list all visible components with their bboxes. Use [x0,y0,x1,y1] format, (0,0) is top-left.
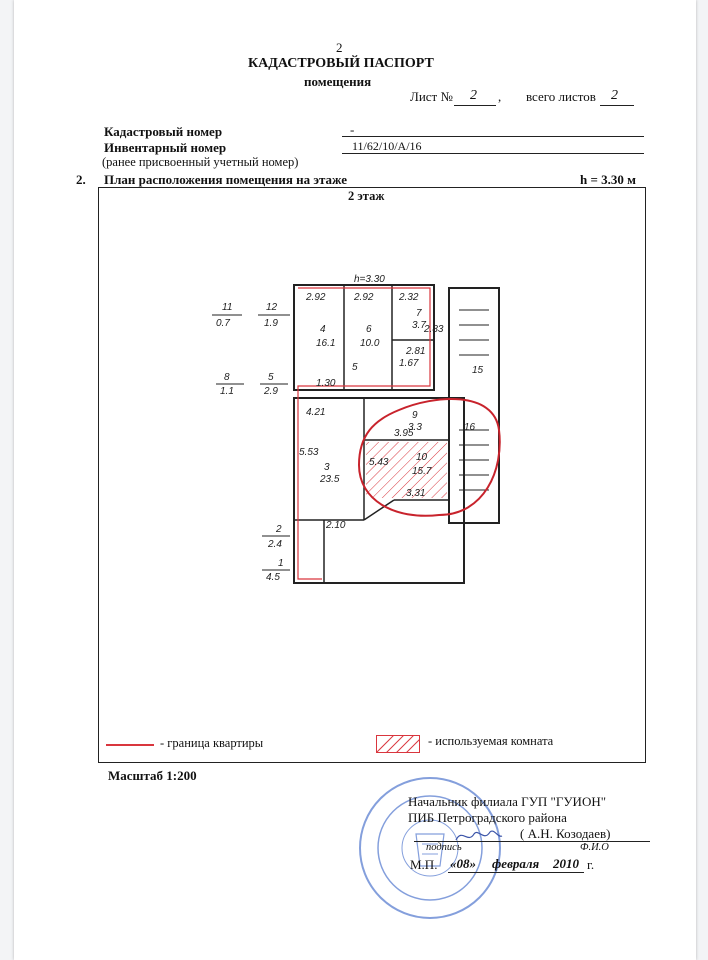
room-8-number: 8 [224,372,230,383]
cadastral-label: Кадастровый номер [104,124,223,139]
room-2-area: 2.4 [268,539,282,550]
mp-label: М.П. [410,857,438,872]
room-10-number: 10 [416,452,428,463]
dim-1: 2.92 [306,292,326,303]
floor-plan [194,270,514,600]
room-12-number: 12 [266,302,278,313]
dim-2: 2.92 [354,292,374,303]
ceiling-height: h = 3.30 м [580,172,636,187]
dim-11: 1.67 [399,358,419,369]
dim-9: 2.83 [424,324,444,335]
date-day: «08» [450,856,476,871]
section-title: План расположения помещения на этаже [104,172,348,187]
dim-8: 2.10 [326,520,346,531]
room-12-area: 1.9 [264,318,278,329]
dim-7: 5.43 [369,457,389,468]
dim-4: 4.21 [306,407,326,418]
dim-12: 1.30 [316,378,336,389]
total-sheets-number: 2 [611,88,618,103]
room-5-number: 5 [268,372,274,383]
sheet-number-underline [454,105,496,106]
room-1-area: 4.5 [266,572,280,583]
room-1-number: 1 [278,558,284,569]
date-month: февраля [492,856,540,871]
room-3-number: 3 [324,462,330,473]
document-title: КАДАСТРОВЫЙ ПАСПОРТ [248,56,434,71]
date-underline [448,872,584,873]
cadastral-value: - [350,122,355,137]
cadastral-underline [342,136,644,137]
room-15-label: 15 [472,365,484,376]
room-4-number: 4 [320,324,326,335]
room-11-area: 0.7 [216,318,230,329]
dim-top: h=3.30 [354,274,385,285]
dim-5: 3.95 [394,428,414,439]
room-6-area: 10.0 [360,338,380,349]
floor-label: 2 этаж [348,189,385,203]
room-4-area: 16.1 [316,338,336,349]
date-year: 2010 [553,856,579,871]
sheet-label: Лист № [410,89,453,104]
stairwell-walls [449,288,499,523]
dim-10: 2.81 [406,346,426,357]
room-7-area: 3.7 [412,320,426,331]
room-5-label: 5 [352,362,358,373]
room-10-area: 15.7 [412,466,432,477]
position-line-2: ПИБ Петроградского района [408,810,567,825]
page-number: 2 [336,40,343,55]
position-line-1: Начальник филиала ГУП "ГУИОН" [408,794,607,809]
room-5-area: 2.9 [264,386,278,397]
dim-3: 2.32 [399,292,419,303]
legend-used-room-label: - используемая комната [428,734,554,748]
room-6-number: 6 [366,324,372,335]
inventory-underline [342,153,644,154]
fio-caption: Ф.И.О [580,842,609,853]
legend-boundary-line [106,744,154,746]
date-suffix: г. [587,857,595,872]
room-9-area: 3.3 [408,422,422,433]
inventory-label: Инвентарный номер [104,140,227,155]
room-3-area: 23.5 [320,474,340,485]
signer-name: ( А.Н. Козодаев) [520,826,611,841]
legend-hatch-icon [376,735,420,753]
dim-13: 5.53 [299,447,319,458]
dim-6: 3.31 [406,488,426,499]
document-sheet [14,0,696,960]
inventory-note: (ранее присвоенный учетный номер) [102,155,299,169]
document-subtitle: помещения [304,74,372,89]
legend-boundary-label: - граница квартиры [160,736,264,750]
room-2-number: 2 [276,524,282,535]
inventory-value: 11/62/10/А/16 [352,139,422,153]
sign-caption: подпись [426,842,462,853]
room-11-number: 11 [222,302,233,313]
section-number: 2. [76,172,86,187]
room-7-number: 7 [416,308,422,319]
room-8-area: 1.1 [220,386,234,397]
total-sheets-underline [600,105,634,106]
sheet-number: 2 [470,88,477,103]
scale-label: Масштаб 1:200 [108,768,197,783]
room-16-label: 16 [464,422,476,433]
sheet-separator: , [498,89,502,104]
room-9-number: 9 [412,410,418,421]
total-sheets-label: всего листов [526,89,596,104]
